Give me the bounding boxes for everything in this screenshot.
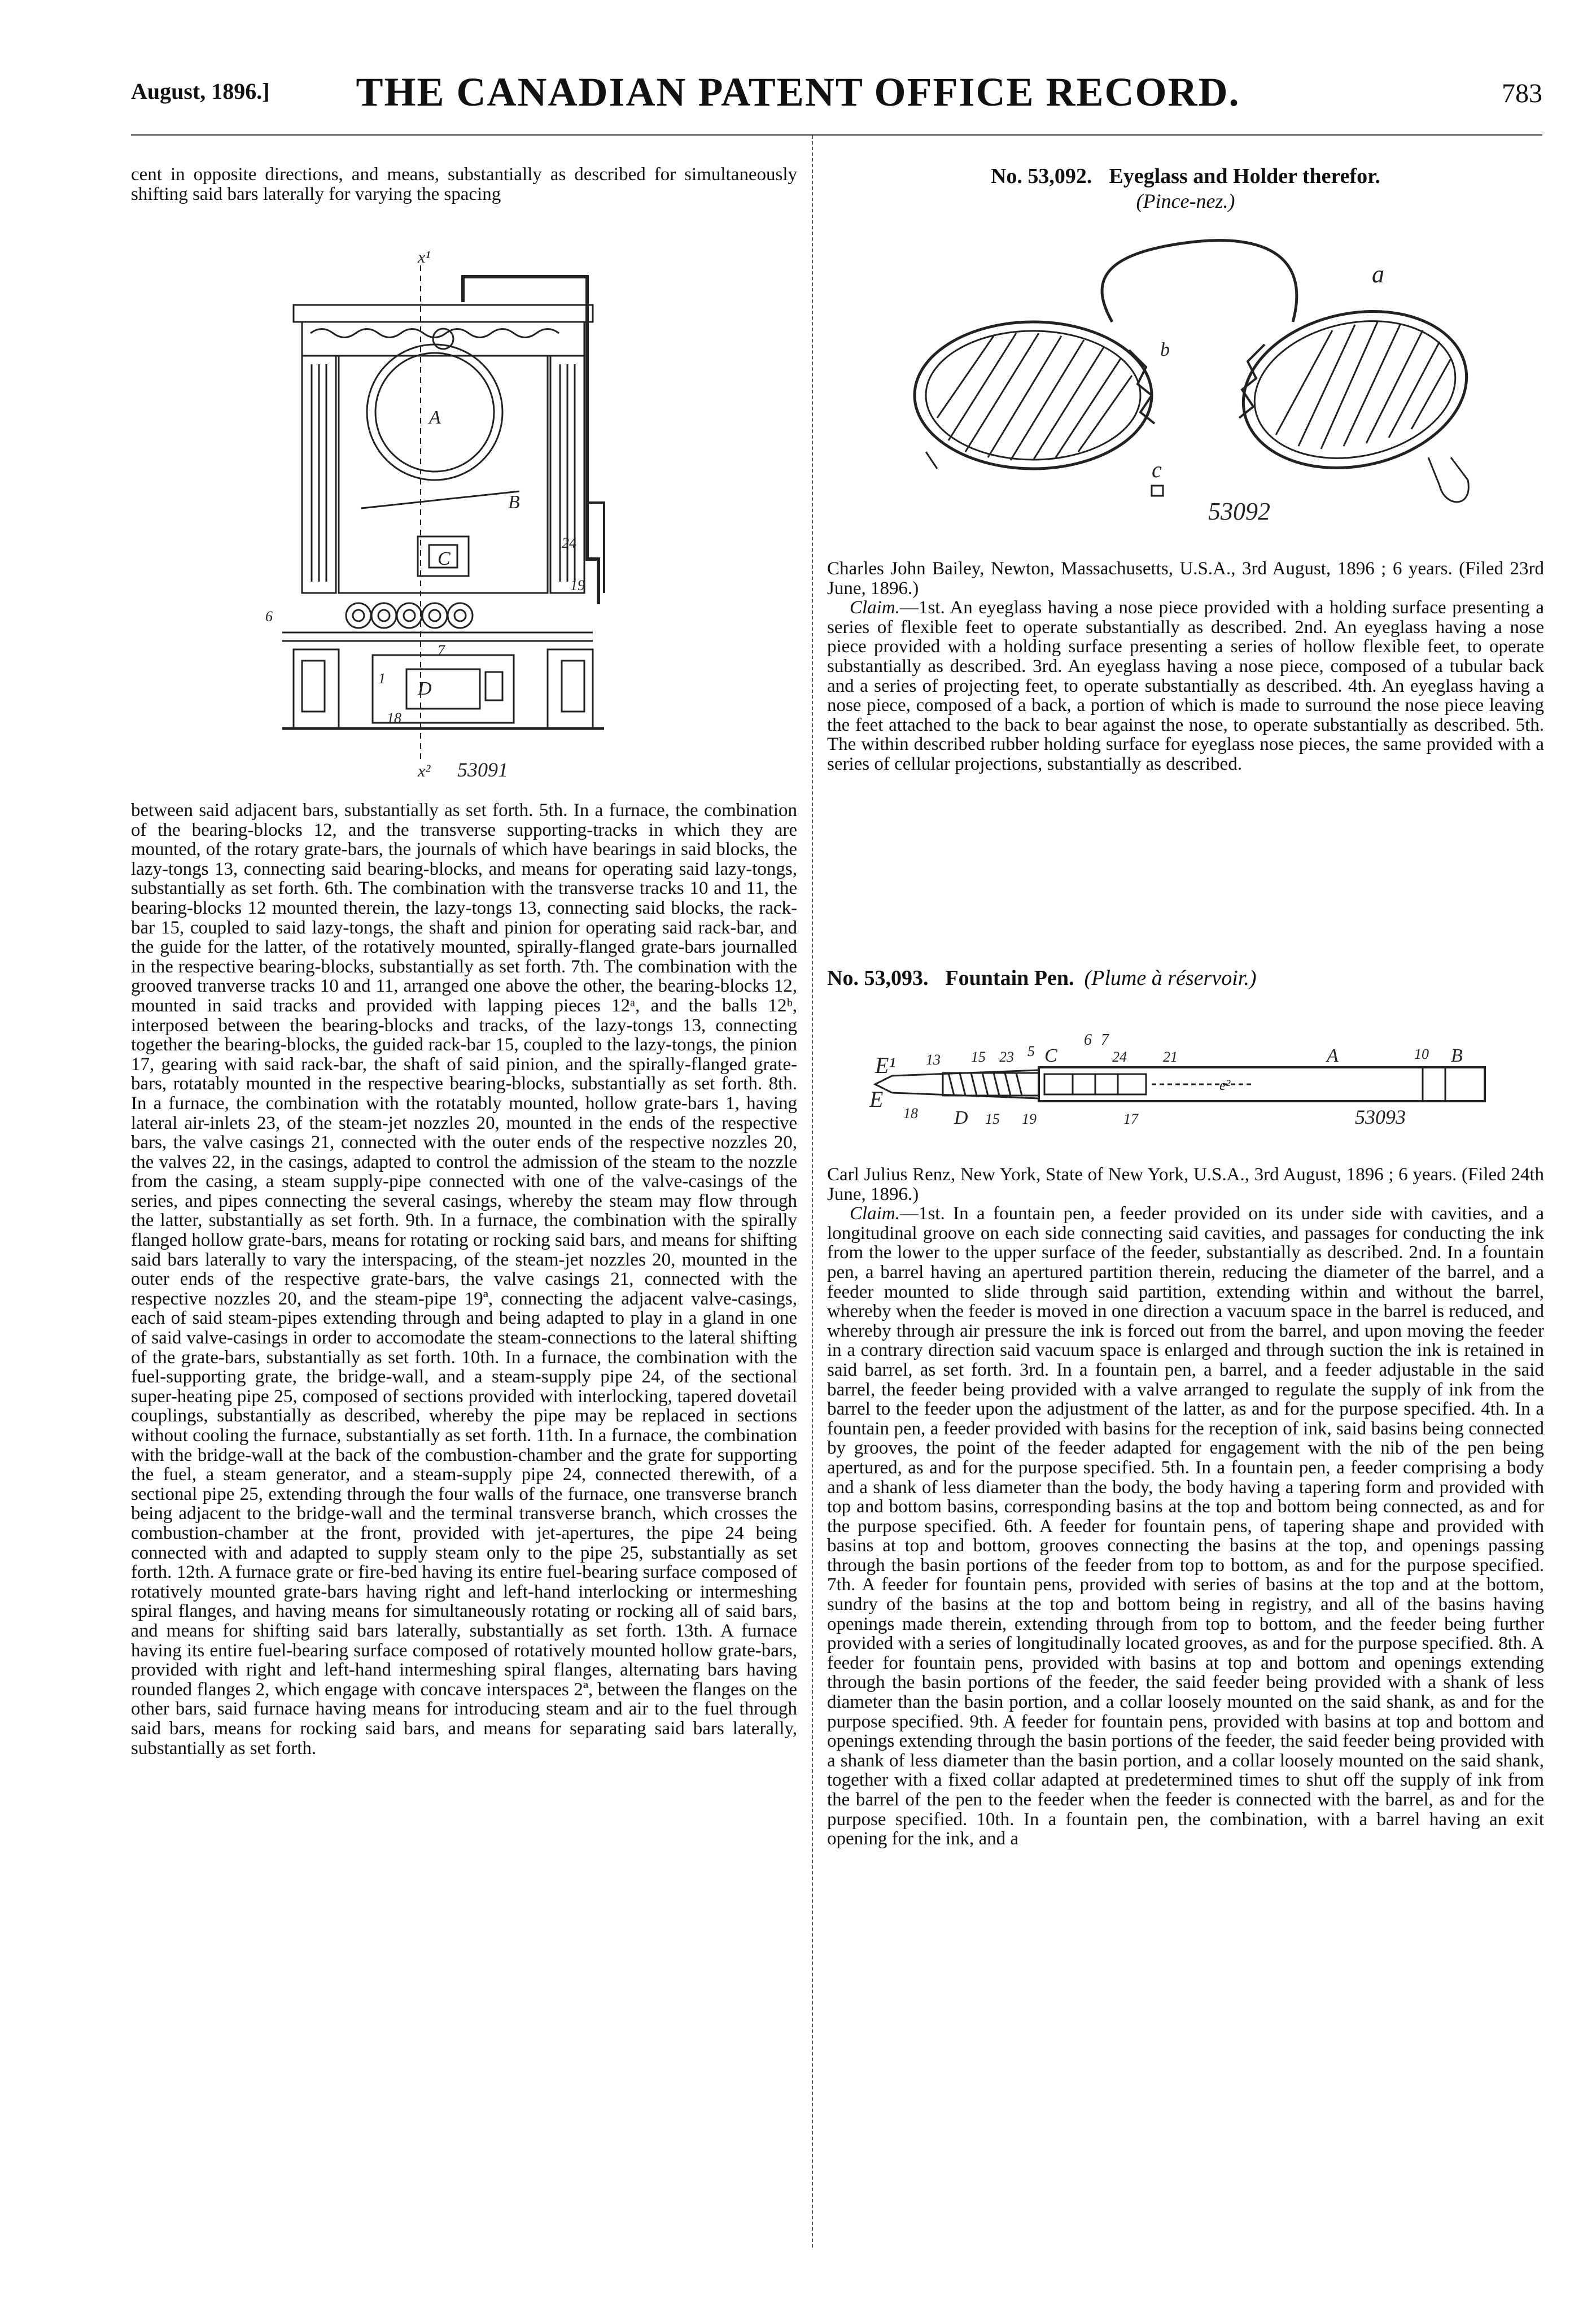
patent-title: Fountain Pen. [945, 966, 1074, 990]
patent-french-title: (Pince-nez.) [1136, 190, 1235, 212]
fig-mark-d: D [418, 678, 432, 699]
pen-mark-15: 15 [971, 1049, 986, 1065]
figure-number-53091: 53091 [457, 758, 508, 779]
continued-claim-text: cent in opposite directions, and means, substantially as described for simultaneously shifting said bars laterally for varying the spacing [131, 164, 797, 204]
inventor-line: Carl Julius Renz, New York, State of New York, U.S.A., 3rd August, 1896 ; 6 years. (Filed 24th June, 1896.) [827, 1164, 1544, 1205]
fig-mark-c: C [438, 548, 451, 569]
patent-53092-body [827, 559, 1544, 774]
pen-mark-18: 18 [903, 1105, 918, 1122]
fig-mark-19: 19 [570, 577, 585, 594]
pen-mark-b: B [1451, 1045, 1463, 1066]
fig-mark-18: 18 [387, 710, 401, 726]
pen-mark-c: C [1044, 1045, 1057, 1066]
pen-mark-10: 10 [1414, 1046, 1429, 1062]
fig-mark-b: B [508, 492, 520, 513]
furnace-drawing [248, 243, 644, 779]
pen-mark-15b: 15 [985, 1111, 1000, 1127]
fig-mark-7: 7 [438, 642, 445, 658]
furnace-figure [248, 243, 644, 779]
pen-mark-e1: E¹ [875, 1053, 896, 1078]
claim-label: Claim. [850, 1203, 900, 1224]
issue-date: August, 1896.] [131, 78, 270, 104]
inventor-line: Charles John Bailey, Newton, Massachusetts, U.S.A., 3rd August, 1896 ; 6 years. (Filed 23rd June, 1896.) [827, 559, 1544, 599]
claims-paragraph [827, 1204, 1544, 1849]
patent-number: No. 53,093. [827, 966, 929, 990]
patent-title: Eyeglass and Holder therefor. [1109, 164, 1381, 188]
fountain-pen-figure [858, 1022, 1507, 1152]
fountain-pen-drawing [858, 1022, 1507, 1152]
left-top-text [131, 165, 797, 204]
fig-mark-24: 24 [562, 535, 576, 551]
left-body-text [131, 801, 797, 1758]
claim-label: Claim. [850, 597, 900, 618]
eyeglass-drawing [903, 220, 1496, 531]
fig-mark-1: 1 [378, 670, 386, 687]
page-header [0, 0, 1596, 136]
figure-number-53093: 53093 [1355, 1106, 1406, 1128]
eyeglass-mark-c: c [1152, 457, 1162, 482]
pen-mark-19: 19 [1022, 1111, 1037, 1127]
fig-mark-6: 6 [265, 608, 273, 625]
claims-text: —1st. An eyeglass having a nose piece provided with a holding surface presenting a series of flexible feet to operate substantially as described. 2nd. An eyeglass having a nose piece provided with a holding surface presenting a series of hollow flexible feet, to operate substantially as described. 3rd. An eyeglass having a nose piece, composed of a tubular back and a series of projecting feet, to operate substantially as described. 4th. An eyeglass having a nose piece, composed of a back, a portion of which is made to surround the nose piece leaving the feet attached to the back to bear against the nose, to operate substantially as described. 5th. The within described rubber holding surface for eyeglass nose pieces, the same provided with a series of cellular projections, substantially as described. [827, 597, 1544, 774]
pen-mark-23: 23 [999, 1049, 1014, 1065]
section-mark-x1: x¹ [418, 248, 431, 267]
pen-mark-d: D [954, 1107, 968, 1128]
eyeglass-figure [903, 220, 1496, 531]
pen-mark-6: 6 [1084, 1031, 1092, 1049]
section-mark-x2: x² [418, 762, 431, 779]
claims-paragraph [827, 598, 1544, 774]
pen-mark-24: 24 [1112, 1049, 1127, 1065]
patent-heading [827, 966, 1544, 991]
claims-text: —1st. In a fountain pen, a feeder provided on its under side with cavities, and a longitudinal groove on each side connecting said cavities, and passages for conducting the ink from the lower to the upper surface of the feeder, substantially as described. 2nd. In a fountain pen, a barrel having an apertured partition therein, reducing the diameter of the barrel, and a feeder mounted to slide through said partition, extending within and without the barrel, whereby when the feeder is moved in one direction a vacuum space in the barrel is reduced, and whereby through air pressure the ink is forced out from the barrel, and upon moving the feeder in a contrary direction said vacuum space is enlarged and through suction the ink is retained in said barrel, as set forth. 3rd. In a fountain pen, a barrel, and a feeder adjustable in the said barrel, the feeder being provided with a valve arranged to regulate the supply of ink from the barrel to the feeder upon the adjustment of the latter, as and for the purpose specified. 4th. In a fountain pen, a feeder provided with basins for the reception of ink, said basins being connected by grooves, the point of the feeder adapted for engagement with the nib of the pen being apertured, as and for the purpose specified. 5th. In a fountain pen, a feeder comprising a body and a shank of less diameter than the body, the body having a tapering form and provided with top and bottom basins, corresponding basins at the top and bottom being connected, as and for the purpose specified. 6th. A feeder for fountain pens, of tapering shape and provided with basins at top and bottom, grooves connecting the basins at the top, and openings passing through the basin portions of the feeder from top to bottom, as and for the purpose specified. 7th. A feeder for fountain pens, provided with series of basins at the top and at the bottom, sundry of the basins at the top and bottom being in registry, and all of the basins having openings made therein, extending through from top to bottom, and the feeder being further provided with a series of longitudinally located grooves, as and for the purpose specified. 8th. A feeder for fountain pens, provided with basins at top and bottom and openings extending through the basin portions of the feeder, the said feeder being provided with a shank of less diameter than the basin portion, and a collar loosely mounted on the said shank, as and for the purpose specified. 9th. A feeder for fountain pens, provided with basins at top and bottom and openings extending through the basin portions of the feeder, the said feeder being provided with a shank of less diameter than the basin portion, and a collar loosely mounted on the said shank, together with a fixed collar adapted at predetermined times to shut off the supply of ink from the barrel of the pen to the feeder when the feeder is connected with the barrel, as and for the purpose specified. 10th. In a fountain pen, the combination, with a barrel having an exit opening for the ink, and a [827, 1203, 1544, 1849]
claims-5-13: between said adjacent bars, substantially as set forth. 5th. In a furnace, the combination of the bearing-blocks 12, and the transverse supporting-tracks in which they are mounted, of the rotary grate-bars, the journals of which have bearings in said blocks, the lazy-tongs 13, connecting said bearing-blocks, and means for operating said lazy-tongs, substantially as set forth. 6th. The combination with the transverse tracks 10 and 11, the bearing-blocks 12 mounted therein, the lazy-tongs 13, connecting said blocks, the rack-bar 15, coupled to said lazy-tongs, the shaft and pinion for operating said rack-bar, and the guide for the latter, of the rotatively mounted, spirally-flanged grate-bars journalled in the respective bearing-blocks, substantially as set forth. 7th. The combination with the grooved tranverse tracks 10 and 11, arranged one above the other, the bearing-blocks 12, mounted in said tracks and provided with lapping pieces 12ᵃ, and the balls 12ᵇ, interposed between the bearing-blocks and tracks, of the lazy-tongs 13, connecting together the bearing-blocks, the guided rack-bar 15, coupled to the lazy-tongs, the pinion 17, gearing with said rack-bar, the shaft of said pinion, and the spirally-flanged grate-bars, rotatably mounted in the respective bearing-blocks, substantially as set forth. 8th. In a furnace, the combination with the rotatably mounted, hollow grate-bars 1, having lateral air-inlets 23, of the steam-jet nozzles 20, mounted in the ends of the respective bars, the valve casings 21, connected with the outer ends of the respective nozzles 20, the valves 22, in the casings, adapted to control the admission of the steam to the nozzle from the casing, a steam supply-pipe connected with one of the valve-casings of the series, and pipes connecting the several casings, whereby the steam may flow through the latter, substantially as set forth. 9th. In a furnace, the combination with the spirally flanged hollow grate-bars, means for rotating or rocking said bars, and means for shifting said bars laterally to vary the interspacing, of the steam-jet nozzles 20, mounted in the outer ends of the respective grate-bars, the valve casings 21, connected with the respective nozzles 20, and the steam-pipe 19ª, connecting the adjacent valve-casings, each of said steam-pipes extending through and being adapted to play in a gland in one of said valve-casings in order to accomodate the steam-connections to the lateral shifting of the grate-bars, substantially as set forth. 10th. In a furnace, the combination with the fuel-supporting grate, the bridge-wall, and a steam-supply pipe 24, of the sectional super-heating pipe 25, composed of sections provided with interlocking, tapered dovetail couplings, substantially as described, whereby the pipe may be replaced in sections without cooling the furnace, substantially as set forth. 11th. In a furnace, the combination with the bridge-wall at the back of the combustion-chamber and the grate for supporting the fuel, a steam generator, and a steam-supply pipe 24, connected therewith, of a sectional pipe 25, extending through the four walls of the furnace, one transverse branch being adjacent to the bridge-wall and the terminal transverse branch, which crosses the combustion-chamber at the front, provided with jet-apertures, the pipe 24 being connected with and adapted to supply steam only to the pipe 25, substantially as set forth. 12th. A furnace grate or fire-bed having its entire fuel-bearing surface composed of rotatively mounted grate-bars having right and left-hand interlocking or intermeshing spiral flanges, and having means for simultaneously rotating or rocking all of said bars, and means for shifting said bars laterally, substantially as set forth. 13th. A furnace having its entire fuel-bearing surface composed of rotatively mounted hollow grate-bars, provided with right and left-hand intermeshing spiral flanges, alternating bars having rounded flanges 2, which engage with concave interspaces 2ª, between the flanges on the other bars, said furnace having means for introducing steam and air to the fuel through said bars, means for rocking said bars, and means for separating said bars laterally, substantially as set forth. [131, 800, 797, 1759]
fig-mark-a: A [429, 407, 441, 428]
column-divider [812, 136, 813, 2248]
patent-53093-body [827, 1165, 1544, 1849]
patent-heading [827, 164, 1544, 189]
pen-mark-a: A [1327, 1045, 1339, 1066]
page-number: 783 [1502, 78, 1542, 108]
pen-mark-e: E [869, 1087, 884, 1112]
pen-mark-5: 5 [1027, 1043, 1035, 1059]
patent-french-title: (Plume à réservoir.) [1084, 966, 1257, 990]
pen-mark-17: 17 [1123, 1111, 1138, 1127]
publication-title: THE CANADIAN PATENT OFFICE RECORD. [356, 69, 1240, 115]
patent-number: No. 53,092. [990, 164, 1092, 188]
pen-mark-13: 13 [926, 1052, 941, 1068]
eyeglass-mark-b: b [1160, 339, 1170, 360]
patent-53093-header [827, 966, 1544, 991]
header-rule [131, 134, 1542, 136]
figure-number-53092: 53092 [1208, 498, 1270, 525]
pen-mark-21: 21 [1163, 1049, 1178, 1065]
pen-mark-e2: e² [1219, 1077, 1231, 1093]
patent-53092-header [827, 164, 1544, 213]
pen-mark-7: 7 [1101, 1031, 1109, 1049]
eyeglass-mark-a: a [1372, 260, 1384, 288]
